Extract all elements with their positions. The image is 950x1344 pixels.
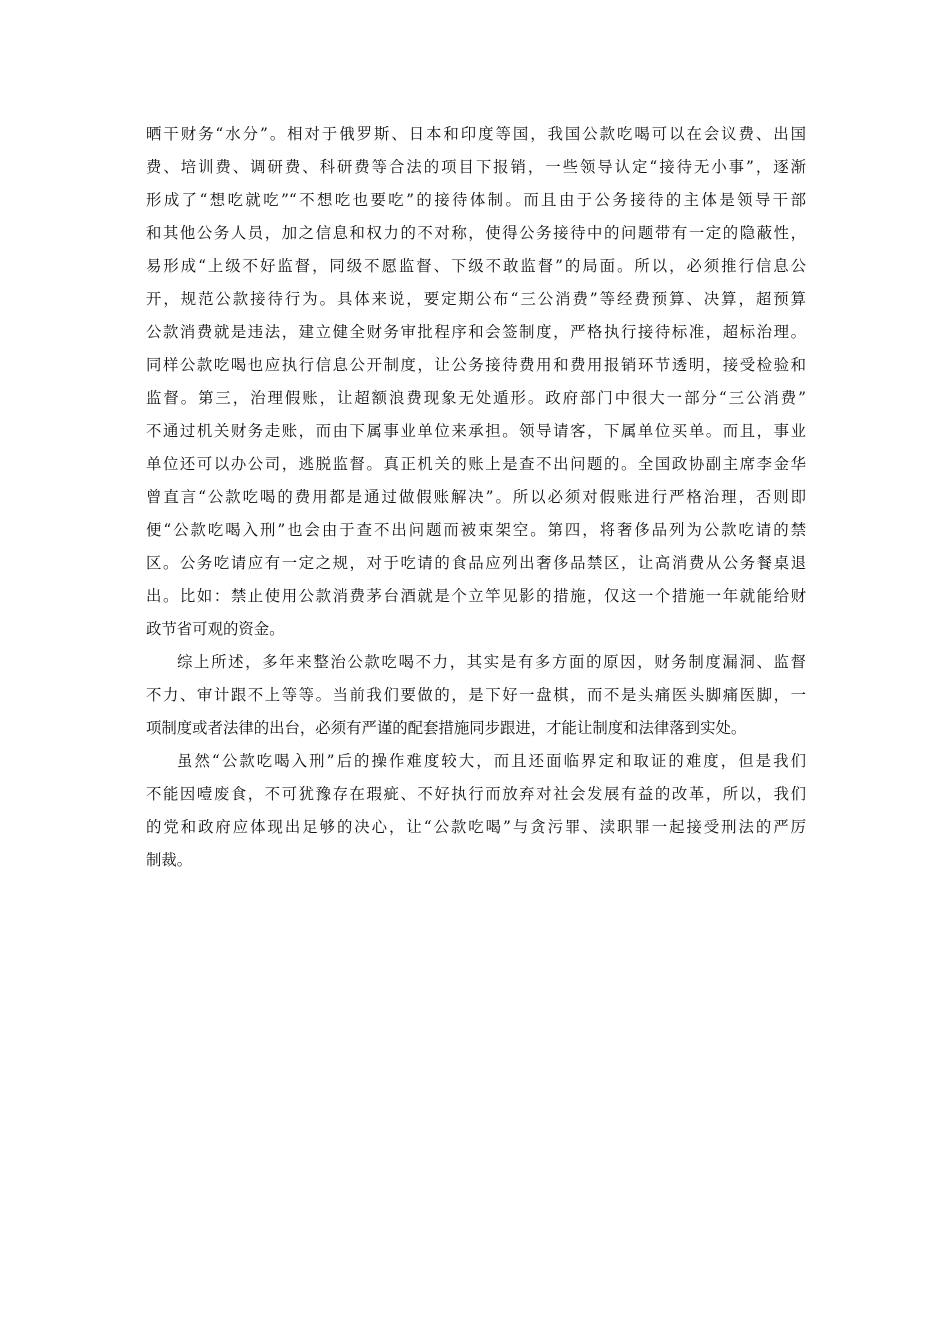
text-line: 出。比如：禁止使用公款消费茅台酒就是个立竿见影的措施，仅这一个措施一年就能给财 xyxy=(146,587,806,605)
text-line: 开，规范公款接待行为。具体来说，要定期公布“三公消费”等经费预算、决算，超预算 xyxy=(146,290,806,308)
document-body xyxy=(146,118,806,877)
text-line: 和其他公务人员，加之信息和权力的不对称，使得公务接待中的问题带有一定的隐蔽性， xyxy=(146,224,806,242)
text-line: 费、培训费、调研费、科研费等合法的项目下报销，一些领导认定“接待无小事”，逐渐 xyxy=(146,158,806,176)
text-line: 的党和政府应体现出足够的决心，让“公款吃喝”与贪污罪、渎职罪一起接受刑法的严厉 xyxy=(146,818,806,836)
text-line: 政节省可观的资金。 xyxy=(146,620,285,638)
text-line: 项制度或者法律的出台，必须有严谨的配套措施同步跟进，才能让制度和法律落到实处。 xyxy=(146,719,747,737)
text-line: 不通过机关财务走账，而由下属事业单位来承担。领导请客，下属单位买单。而且，事业 xyxy=(146,422,806,440)
text-line: 便“公款吃喝入刑”也会由于查不出问题而被束架空。第四，将奢侈品列为公款吃请的禁 xyxy=(146,521,806,539)
text-line: 晒干财务“水分”。相对于俄罗斯、日本和印度等国，我国公款吃喝可以在会议费、出国 xyxy=(146,125,806,143)
text-line: 不能因噎废食，不可犹豫存在瑕疵、不好执行而放弃对社会发展有益的改革，所以，我们 xyxy=(146,785,806,803)
text-line: 不力、审计跟不上等等。当前我们要做的，是下好一盘棋，而不是头痛医头脚痛医脚，一 xyxy=(146,686,806,704)
text-line: 区。公务吃请应有一定之规，对于吃请的食品应列出奢侈品禁区，让高消费从公务餐桌退 xyxy=(146,554,806,572)
text-line: 曾直言“公款吃喝的费用都是通过做假账解决”。所以必须对假账进行严格治理，否则即 xyxy=(146,488,806,506)
text-line: 单位还可以办公司，逃脱监督。真正机关的账上是查不出问题的。全国政协副主席李金华 xyxy=(146,455,806,473)
text-line: 制裁。 xyxy=(146,851,193,869)
text-line: 同样公款吃喝也应执行信息公开制度，让公务接待费用和费用报销环节透明，接受检验和 xyxy=(146,356,806,374)
text-line: 公款消费就是违法，建立健全财务审批程序和会签制度，严格执行接待标准，超标治理。 xyxy=(146,323,806,341)
text-line: 虽然“公款吃喝入刑”后的操作难度较大，而且还面临界定和取证的难度，但是我们 xyxy=(177,752,806,770)
text-line: 易形成“上级不好监督，同级不愿监督、下级不敢监督”的局面。所以，必须推行信息公 xyxy=(146,257,806,275)
text-line: 监督。第三，治理假账，让超额浪费现象无处遁形。政府部门中很大一部分“三公消费” xyxy=(146,389,806,407)
text-line: 形成了“想吃就吃”“不想吃也要吃”的接待体制。而且由于公务接待的主体是领导干部 xyxy=(146,191,806,209)
text-line: 综上所述，多年来整治公款吃喝不力，其实是有多方面的原因，财务制度漏洞、监督 xyxy=(177,653,806,671)
